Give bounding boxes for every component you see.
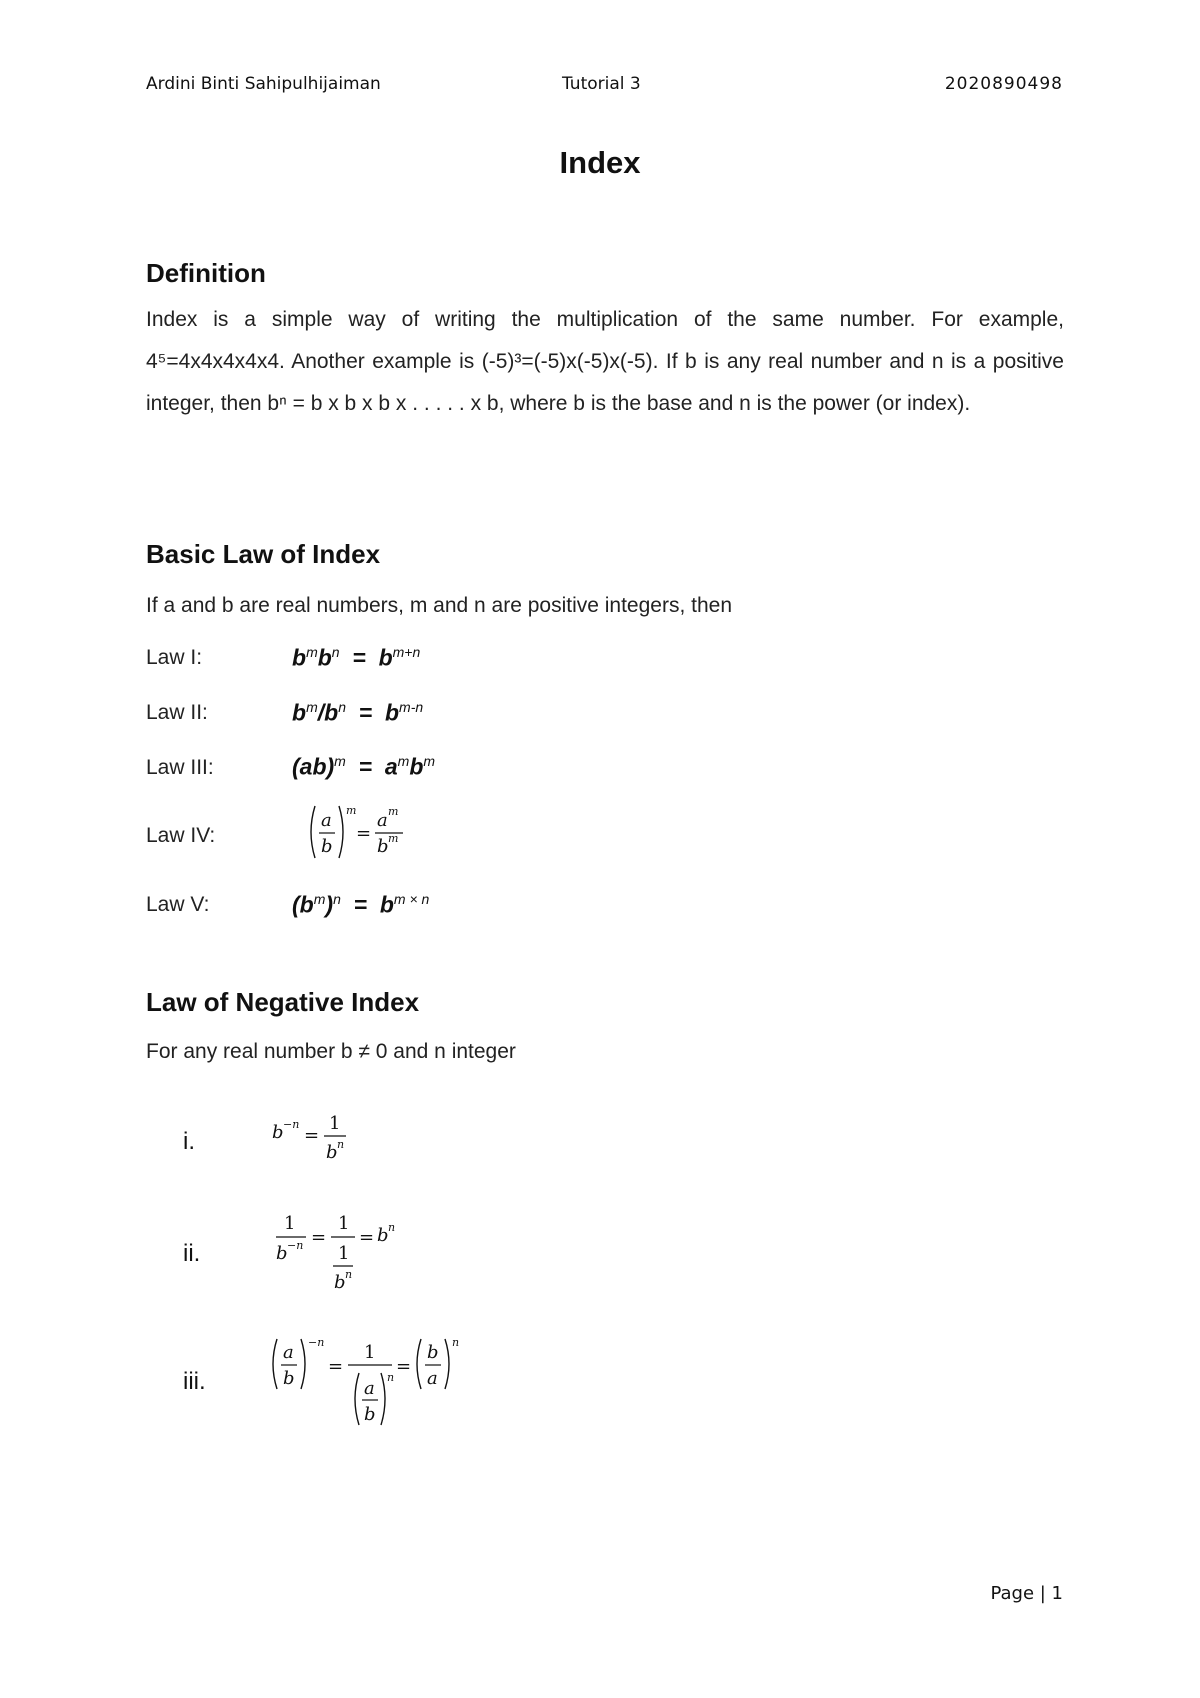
law-2-formula: $b^m/b^n = b^{m-n}$: [292, 699, 424, 726]
negative-law-intro: For any real number b ≠ 0 and n integer: [146, 1040, 516, 1063]
svg-text:b: b: [272, 1122, 284, 1143]
svg-text:=: =: [396, 1356, 412, 1377]
negative-law-item-1-label: i.: [183, 1128, 195, 1155]
law-5-formula: $(b^m)^n = b^{m \times n}$: [292, 891, 430, 918]
svg-text:a: a: [321, 810, 332, 831]
svg-text:n: n: [337, 1138, 345, 1151]
basic-law-intro: If a and b are real numbers, m and n are positive integers, then: [146, 594, 733, 617]
svg-text:=: =: [359, 1227, 375, 1248]
svg-text:n: n: [452, 1336, 460, 1349]
law-5-label: Law V:: [146, 893, 210, 916]
law-1-label: Law I:: [146, 646, 203, 669]
svg-text:b: b: [427, 1342, 439, 1363]
svg-text:n: n: [387, 1371, 395, 1384]
page-header: [146, 74, 1063, 98]
svg-text:−n: −n: [283, 1118, 300, 1131]
svg-text:b: b: [377, 1225, 389, 1246]
definition-text: Index is a simple way of writing the multiplication of the same number. For example, 4⁵=4x4x4x4x4. Another example is (-5)³=(-5)x(-5)x(-5). If b is any real number and n is a positive integer, then bⁿ = b x b x b x . . . . . x b, where b is the base and n is the power (or index).: [146, 308, 1064, 415]
header-author: Ardini Binti Sahipulhijaiman: [146, 74, 381, 94]
svg-text:1: 1: [338, 1213, 350, 1234]
svg-text:a: a: [427, 1368, 438, 1389]
basic-law-heading: Basic Law of Index: [146, 539, 381, 569]
svg-text:m: m: [346, 804, 357, 817]
definition-heading: Definition: [146, 258, 266, 288]
law-3-label: Law III:: [146, 756, 214, 779]
svg-text:=: =: [356, 823, 372, 844]
svg-text:−n: −n: [287, 1239, 304, 1252]
law-4-formula: [306, 800, 416, 866]
svg-text:b: b: [321, 836, 333, 857]
svg-text:1: 1: [284, 1213, 296, 1234]
page-title: Index: [559, 145, 641, 180]
svg-text:−n: −n: [308, 1336, 325, 1349]
svg-text:a: a: [364, 1378, 375, 1399]
svg-text:a: a: [377, 810, 388, 831]
negative-law-item-1-formula: [272, 1108, 362, 1170]
law-4-label: Law IV:: [146, 824, 216, 847]
svg-text:b: b: [377, 836, 389, 857]
header-tutorial: Tutorial 3: [562, 74, 641, 94]
page-number: Page | 1: [990, 1583, 1063, 1604]
svg-text:m: m: [388, 805, 399, 818]
law-1-formula: $b^mb^n = b^{m+n}$: [292, 644, 421, 671]
negative-law-item-2-label: ii.: [183, 1240, 201, 1267]
svg-text:n: n: [345, 1268, 353, 1281]
svg-text:b: b: [276, 1243, 288, 1264]
svg-text:1: 1: [329, 1113, 341, 1134]
law-3-formula: $(ab)^m = a^mb^m$: [292, 753, 436, 780]
svg-text:m: m: [388, 832, 399, 845]
svg-text:=: =: [328, 1356, 344, 1377]
header-student-id: 2020890498: [944, 74, 1063, 94]
svg-text:b: b: [326, 1142, 338, 1163]
svg-text:=: =: [304, 1125, 320, 1146]
negative-law-item-3-label: iii.: [183, 1368, 206, 1395]
svg-text:b: b: [334, 1272, 346, 1293]
svg-text:=: =: [311, 1227, 327, 1248]
negative-law-item-3-formula: [268, 1333, 468, 1433]
negative-law-item-2-formula: [273, 1203, 403, 1303]
negative-law-heading: Law of Negative Index: [146, 987, 420, 1017]
svg-text:b: b: [283, 1368, 295, 1389]
svg-text:b: b: [364, 1404, 376, 1425]
svg-text:1: 1: [364, 1342, 376, 1363]
svg-text:1: 1: [338, 1243, 350, 1264]
svg-text:a: a: [283, 1342, 294, 1363]
svg-text:n: n: [388, 1221, 396, 1234]
law-2-label: Law II:: [146, 701, 208, 724]
